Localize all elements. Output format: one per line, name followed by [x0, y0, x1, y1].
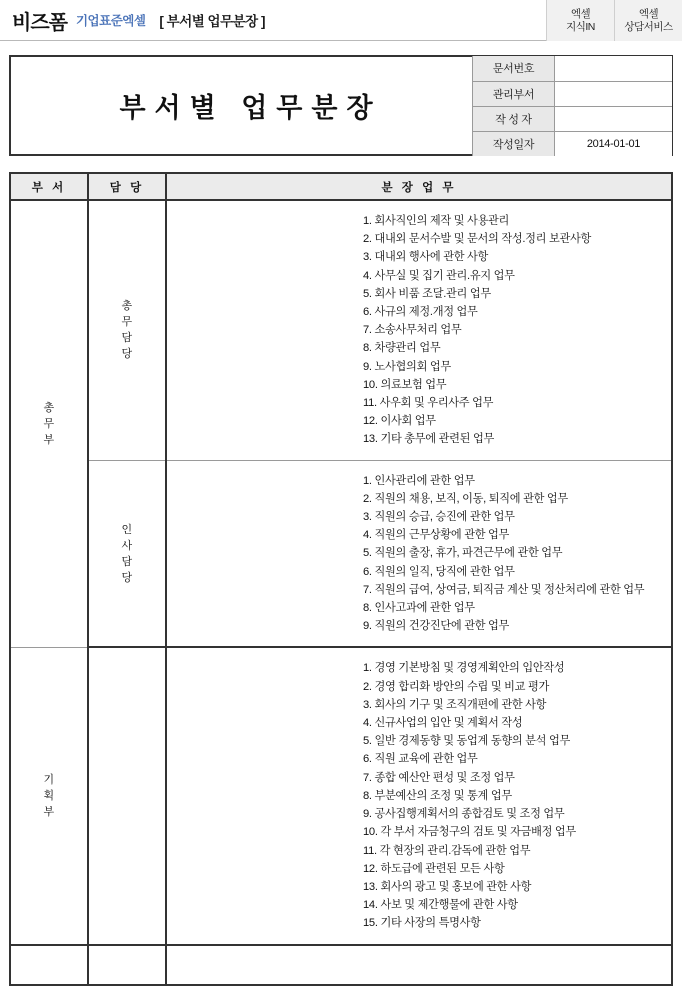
- excel-knowledge-in-line1: 엑셀: [570, 7, 591, 20]
- department-label: 총 무 부: [43, 401, 57, 446]
- list-item: 14. 사보 및 제간행물에 관한 사항: [363, 899, 518, 912]
- list-item: 4. 신규사업의 입안 및 계획서 작성: [363, 717, 523, 730]
- table-row: [10, 460, 672, 647]
- list-item: 7. 직원의 급여, 상여금, 퇴직금 계산 및 정산처리에 관한 업무: [363, 583, 645, 596]
- doc-number-label: 문서번호: [473, 56, 555, 81]
- list-item: 13. 기타 총무에 관련된 업무: [363, 433, 494, 446]
- excel-knowledge-in-button[interactable]: [546, 0, 614, 41]
- department-label: 기 획 부: [43, 773, 57, 818]
- duties-cell-planning: [166, 647, 672, 944]
- duty-list: [167, 659, 671, 932]
- list-item: 5. 직원의 출장, 휴가, 파견근무에 관한 업무: [363, 547, 563, 560]
- list-item: 12. 하도급에 관련된 모든 사항: [363, 862, 505, 875]
- excel-consulting-line2: 상담서비스: [624, 20, 673, 33]
- list-item: 5. 일반 경제동향 및 동업계 동향의 분석 업무: [363, 735, 571, 748]
- list-item: 2. 직원의 채용, 보직, 이동, 퇴직에 관한 업무: [363, 492, 568, 505]
- logo-subtitle: 기업표준엑셀: [75, 14, 146, 28]
- list-item: 11. 사우회 및 우리사주 업무: [363, 397, 494, 410]
- department-cell-general-affairs: [10, 200, 88, 647]
- list-item: 4. 사무실 및 집기 관리.유지 업무: [363, 269, 515, 282]
- app-topbar: [0, 0, 682, 41]
- list-item: 10. 의료보험 업무: [363, 378, 447, 391]
- table-row: [473, 131, 673, 156]
- list-item: 5. 회사 비품 조달.관리 업무: [363, 287, 491, 300]
- list-item: 9. 직원의 건강진단에 관한 업무: [363, 620, 510, 633]
- department-cell-planning: [10, 647, 88, 944]
- document-header-block: [9, 55, 673, 156]
- topbar-button-group: [546, 0, 682, 41]
- list-item: 2. 대내외 문서수발 및 문서의 작성.정리 보관사항: [363, 233, 592, 246]
- page-title: 부서별 업무분장: [119, 93, 382, 123]
- list-item: 1. 경영 기본방침 및 경영계획안의 입안작성: [363, 662, 565, 675]
- table-row: [473, 56, 673, 81]
- list-item: 10. 각 부서 자금청구의 검토 및 자금배정 업무: [363, 826, 576, 839]
- duties-cell-general-affairs: [166, 200, 672, 460]
- department-cell-empty[interactable]: [10, 945, 88, 985]
- list-item: 7. 종합 예산안 편성 및 조정 업무: [363, 771, 515, 784]
- list-item: 3. 회사의 기구 및 조직개편에 관한 사항: [363, 698, 547, 711]
- role-cell-empty[interactable]: [88, 945, 166, 985]
- excel-consulting-button[interactable]: [614, 0, 682, 41]
- role-cell-hr: [88, 460, 166, 647]
- excel-consulting-line1: 엑셀: [638, 7, 659, 20]
- created-date-label: 작성일자: [473, 131, 555, 156]
- list-item: 8. 차량관리 업무: [363, 342, 441, 355]
- duty-list: [167, 472, 671, 636]
- table-row: [473, 106, 673, 131]
- table-row: [473, 81, 673, 106]
- managing-dept-value[interactable]: [555, 81, 673, 106]
- duty-list: [167, 212, 671, 449]
- column-header-duties: 분 장 업 무: [166, 173, 672, 200]
- document-title-label: [ 부서별 업무분장 ]: [159, 14, 265, 29]
- column-header-role: 담 당: [88, 173, 166, 200]
- document-info-table: [472, 56, 672, 156]
- duty-assignment-table: [9, 172, 673, 986]
- list-item: 4. 직원의 근무상황에 관한 업무: [363, 529, 510, 542]
- list-item: 15. 기타 사장의 특명사항: [363, 917, 481, 930]
- list-item: 6. 직원 교육에 관한 업무: [363, 753, 478, 766]
- document-sheet: [0, 41, 682, 986]
- column-header-department: 부 서: [10, 173, 88, 200]
- role-label: 인 사 담 당: [121, 523, 135, 584]
- duties-cell-hr: [166, 460, 672, 647]
- managing-dept-label: 관리부서: [473, 81, 555, 106]
- author-label: 작 성 자: [473, 106, 555, 131]
- list-item: 1. 인사관리에 관한 업무: [363, 474, 475, 487]
- bizforms-logo: 비즈폼: [12, 9, 67, 34]
- role-label: 총 무 담 당: [121, 300, 135, 361]
- table-header-row: [10, 173, 672, 200]
- excel-knowledge-in-line2: 지식IN: [566, 20, 595, 33]
- created-date-value[interactable]: 2014-01-01: [555, 131, 673, 156]
- list-item: 1. 회사직인의 제작 및 사용관리: [363, 215, 510, 227]
- list-item: 6. 사규의 제정.개정 업무: [363, 306, 478, 319]
- duties-cell-empty[interactable]: [166, 945, 672, 985]
- table-row: [10, 200, 672, 460]
- doc-number-value[interactable]: [555, 56, 673, 81]
- list-item: 12. 이사회 업무: [363, 415, 436, 428]
- list-item: 11. 각 현장의 관리.감독에 관한 업무: [363, 844, 531, 857]
- list-item: 6. 직원의 일직, 당직에 관한 업무: [363, 565, 515, 578]
- list-item: 8. 인사고과에 관한 업무: [363, 602, 475, 615]
- table-row: [10, 945, 672, 985]
- list-item: 3. 대내외 행사에 관한 사항: [363, 251, 489, 264]
- list-item: 9. 노사협의회 업무: [363, 360, 451, 373]
- table-row: [10, 647, 672, 944]
- role-cell-planning: [88, 647, 166, 944]
- list-item: 3. 직원의 승급, 승진에 관한 업무: [363, 511, 515, 524]
- list-item: 2. 경영 합리화 방안의 수립 및 비교 평가: [363, 680, 549, 693]
- list-item: 7. 소송사무처리 업무: [363, 324, 462, 337]
- list-item: 9. 공사집행계획서의 종합검토 및 조정 업무: [363, 808, 565, 821]
- list-item: 8. 부분예산의 조정 및 통계 업무: [363, 789, 512, 802]
- role-cell-general-affairs: [88, 200, 166, 460]
- list-item: 13. 회사의 광고 및 홍보에 관한 사항: [363, 880, 532, 893]
- author-value[interactable]: [555, 106, 673, 131]
